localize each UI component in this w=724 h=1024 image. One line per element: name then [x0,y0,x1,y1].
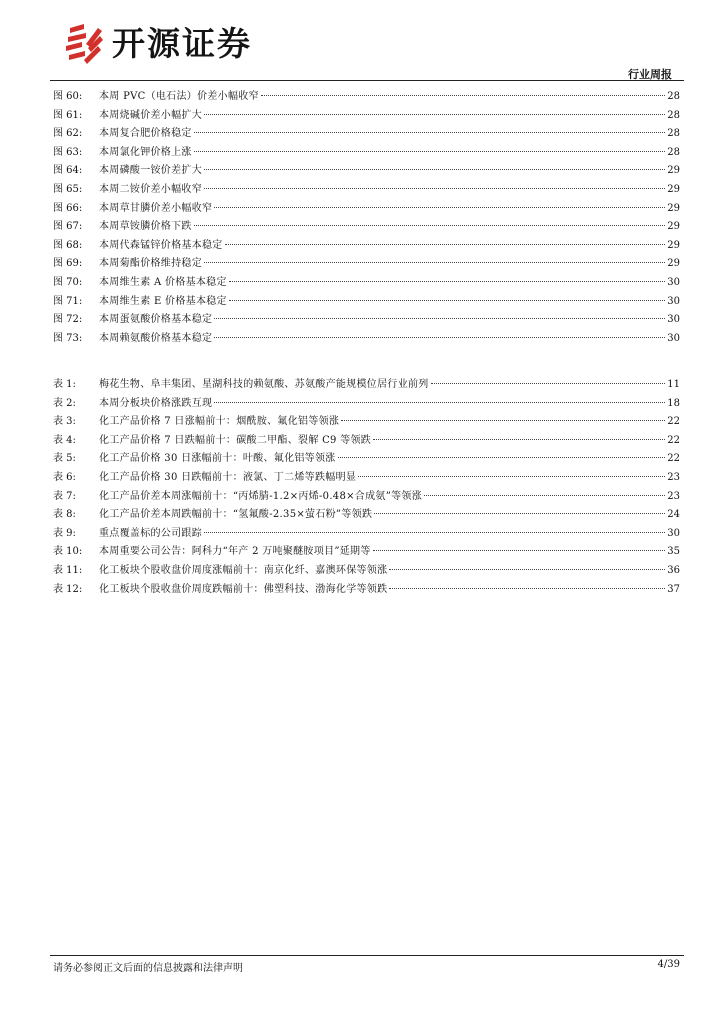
table-toc-entry[interactable] [53,506,680,525]
entry-title: 本周草甘膦价差小幅收窄 [99,202,213,214]
entry-title: 化工板块个股收盘价周度跌幅前十：佛塑科技、渤海化学等领跌 [99,583,388,595]
dot-leader [389,569,665,570]
logo-mark-icon [64,22,104,66]
entry-title: 化工产品价差本周跌幅前十：“氢氟酸-2.35×萤石粉”等领跌 [99,509,373,521]
entry-title: 本周代森锰锌价格基本稳定 [99,239,223,251]
dot-leader [373,439,665,440]
entry-label: 图 71: [53,295,83,307]
entry-label: 表 7: [53,490,76,502]
entry-label: 图 70: [53,276,83,288]
entry-title: 本周蛋氨酸价格基本稳定 [99,314,213,326]
entry-label: 表 6: [53,471,76,483]
dot-leader [214,318,665,319]
entry-page-number: 28 [667,128,680,140]
entry-page-number: 30 [667,314,680,326]
figure-list [53,88,680,348]
entry-label: 表 12: [53,583,83,595]
figure-toc-entry[interactable] [53,293,680,312]
table-toc-entry[interactable] [53,395,680,414]
entry-label: 图 63: [53,146,83,158]
dot-leader [214,402,665,403]
table-toc-entry[interactable] [53,562,680,581]
entry-page-number: 30 [667,295,680,307]
entry-label: 图 64: [53,165,83,177]
dot-leader [204,114,665,115]
entry-label: 图 60: [53,91,83,102]
entry-title: 本周 PVC（电石法）价差小幅收窄 [99,91,259,102]
footer-page-number: 4/39 [657,959,680,970]
dot-leader [204,188,665,189]
entry-page-number: 28 [667,146,680,158]
entry-page-number: 23 [667,490,680,502]
entry-page-number: 22 [667,434,680,446]
entry-page-number: 22 [667,453,680,465]
header-divider [50,80,684,81]
entry-title: 本周烧碱价差小幅扩大 [99,109,202,121]
page-header [0,0,724,90]
entry-title: 本周菊酯价格维持稳定 [99,258,202,270]
dot-leader [261,95,665,96]
entry-title: 本周维生素 E 价格基本稳定 [99,295,227,307]
entry-title: 化工板块个股收盘价周度涨幅前十：南京化纤、嘉澳环保等领涨 [99,564,388,576]
footer-divider [50,955,684,956]
entry-page-number: 30 [667,332,680,344]
entry-label: 表 1: [53,379,76,390]
table-list [53,376,680,599]
entry-label: 表 4: [53,434,76,446]
entry-label: 表 8: [53,509,76,521]
logo-text: 开源证券 [112,24,252,63]
dot-leader [229,300,665,301]
entry-title: 本周重要公司公告：阿科力“年产 2 万吨聚醚胺项目”延期等 [99,546,371,558]
dot-leader [194,151,666,152]
dot-leader [341,420,665,421]
entry-page-number: 29 [667,221,680,233]
entry-label: 表 9: [53,527,76,539]
entry-label: 图 69: [53,258,83,270]
entry-label: 表 3: [53,416,76,428]
entry-label: 表 10: [53,546,83,558]
table-toc-entry[interactable] [53,376,680,395]
dot-leader [204,169,665,170]
figure-toc-entry[interactable] [53,255,680,274]
entry-page-number: 29 [667,202,680,214]
dot-leader [229,281,665,282]
footer-disclaimer: 请务必参阅正文后面的信息披露和法律声明 [53,963,243,974]
figure-toc-entry[interactable] [53,330,680,349]
company-logo [64,22,252,66]
entry-title: 本周分板块价格涨跌互现 [99,397,213,409]
table-toc-entry[interactable] [53,469,680,488]
entry-page-number: 35 [667,546,680,558]
entry-page-number: 29 [667,183,680,195]
dot-leader [338,457,666,458]
entry-page-number: 23 [667,471,680,483]
entry-label: 表 2: [53,397,76,409]
entry-label: 图 66: [53,202,83,214]
entry-title: 化工产品价格 30 日涨幅前十：叶酸、氟化铝等领涨 [99,453,336,465]
dot-leader [204,532,665,533]
figure-toc-entry[interactable] [53,162,680,181]
entry-page-number: 11 [667,379,680,390]
dot-leader [374,513,665,514]
dot-leader [225,244,666,245]
table-toc-entry[interactable] [53,413,680,432]
figure-toc-entry[interactable] [53,218,680,237]
dot-leader [389,588,665,589]
entry-title: 本周草铵膦价格下跌 [99,221,192,233]
figure-toc-entry[interactable] [53,200,680,219]
entry-title: 化工产品价格 7 日涨幅前十：烟酰胺、氟化铝等领涨 [99,416,340,428]
figure-toc-entry[interactable] [53,237,680,256]
dot-leader [214,207,665,208]
dot-leader [214,337,665,338]
entry-title: 本周磷酸一铵价差扩大 [99,165,202,177]
figure-toc-entry[interactable] [53,107,680,126]
table-toc-entry[interactable] [53,525,680,544]
entry-label: 图 65: [53,183,83,195]
entry-title: 本周赖氨酸价格基本稳定 [99,332,213,344]
figure-toc-entry[interactable] [53,144,680,163]
entry-page-number: 37 [667,583,680,595]
table-toc-entry[interactable] [53,581,680,600]
dot-leader [204,262,665,263]
entry-label: 图 61: [53,109,83,121]
entry-label: 图 72: [53,314,83,326]
entry-title: 化工产品价差本周涨幅前十：“丙烯腈-1.2×丙烯-0.48×合成氨”等领涨 [99,490,423,502]
table-toc-entry[interactable] [53,543,680,562]
table-toc-entry[interactable] [53,432,680,451]
entry-page-number: 30 [667,276,680,288]
figure-toc-entry[interactable] [53,88,680,107]
dot-leader [424,495,665,496]
entry-page-number: 28 [667,109,680,121]
table-toc-entry[interactable] [53,488,680,507]
dot-leader [373,550,666,551]
entry-label: 图 67: [53,221,83,233]
entry-title: 本周二铵价差小幅收窄 [99,183,202,195]
dot-leader [431,383,666,384]
entry-title: 本周氯化钾价格上涨 [99,146,192,158]
dot-leader [194,132,666,133]
table-toc-entry[interactable] [53,450,680,469]
entry-title: 本周维生素 A 价格基本稳定 [99,276,227,288]
entry-page-number: 30 [667,527,680,539]
entry-title: 化工产品价格 30 日跌幅前十：液氯、丁二烯等跌幅明显 [99,471,357,483]
entry-label: 表 11: [53,564,83,576]
figure-toc-entry[interactable] [53,181,680,200]
entry-title: 重点覆盖标的公司跟踪 [99,527,202,539]
entry-page-number: 18 [667,397,680,409]
entry-page-number: 36 [667,564,680,576]
entry-page-number: 29 [667,258,680,270]
entry-title: 梅花生物、阜丰集团、星湖科技的赖氨酸、苏氨酸产能规模位居行业前列 [99,379,429,390]
figure-toc-entry[interactable] [53,274,680,293]
figure-toc-entry[interactable] [53,125,680,144]
entry-title: 化工产品价格 7 日跌幅前十：碳酸二甲酯、裂解 C9 等领跌 [99,434,372,446]
entry-label: 图 62: [53,128,83,140]
dot-leader [194,225,666,226]
entry-page-number: 24 [667,509,680,521]
entry-page-number: 28 [667,91,680,102]
entry-title: 本周复合肥价格稳定 [99,128,192,140]
entry-label: 表 5: [53,453,76,465]
dot-leader [358,476,665,477]
report-type-label: 行业周报 [628,68,672,81]
figure-toc-entry[interactable] [53,311,680,330]
entry-label: 图 68: [53,239,83,251]
entry-page-number: 22 [667,416,680,428]
entry-label: 图 73: [53,332,83,344]
entry-page-number: 29 [667,239,680,251]
entry-page-number: 29 [667,165,680,177]
